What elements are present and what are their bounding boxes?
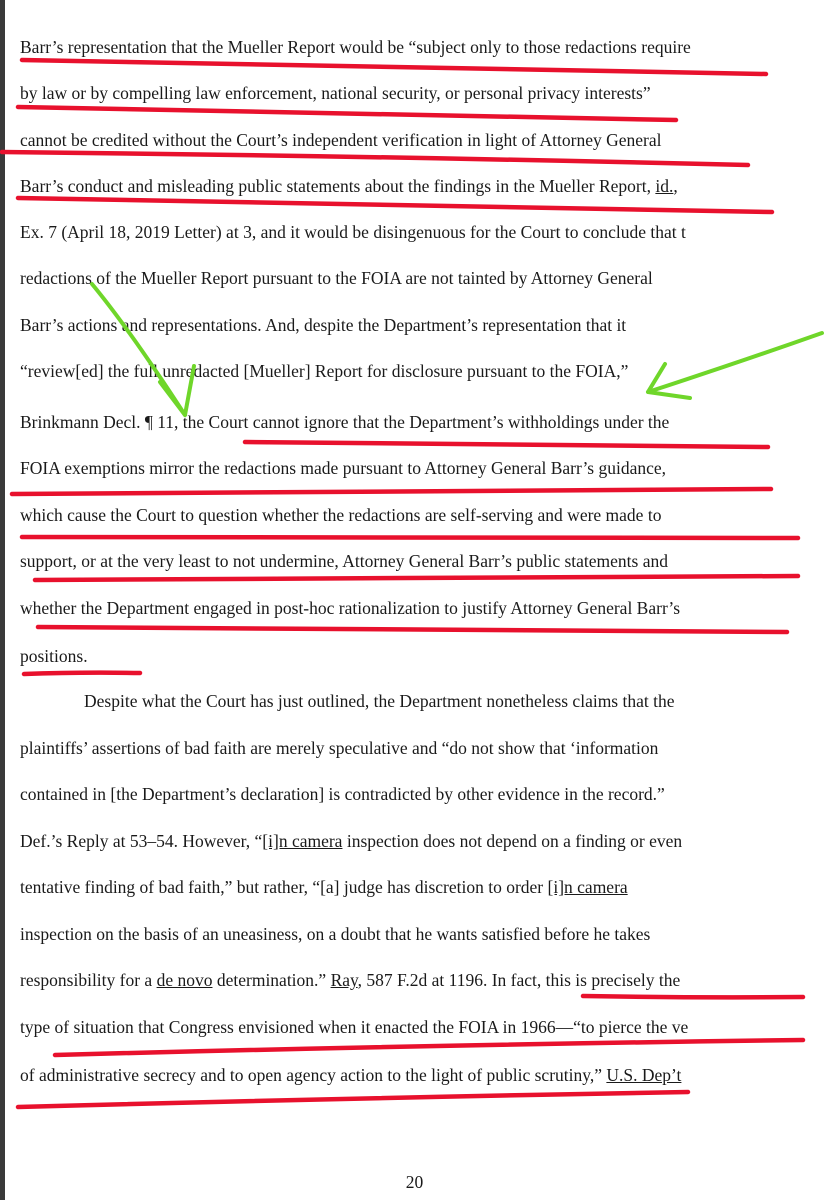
text-line-4 bbox=[20, 175, 829, 197]
text-run: redactions of the Mueller Report pursuant to the FOIA are not tainted by Attorney General bbox=[20, 268, 653, 288]
text-line-20 bbox=[20, 923, 829, 945]
text-line-22 bbox=[20, 1016, 829, 1038]
case-citation-usdept: U.S. Dep’t bbox=[606, 1065, 682, 1085]
text-run: support, or at the very least to not undermine, Attorney General Barr’s public statements and bbox=[20, 551, 668, 571]
text-run: cannot be credited without the Court’s independent verification in light of Attorney General bbox=[20, 130, 662, 150]
text-run: Def.’s Reply at 53–54. However, “ bbox=[20, 831, 263, 851]
text-run: Despite what the Court has just outlined, the Department nonetheless claims that the bbox=[84, 691, 675, 711]
text-line-7 bbox=[20, 314, 829, 336]
text-run: of administrative secrecy and to open agency action to the light of public scrutiny,” bbox=[20, 1065, 607, 1085]
text-run: by law or by compelling law enforcement, national security, or personal privacy interests” bbox=[20, 83, 651, 103]
text-line-11 bbox=[20, 504, 829, 526]
text-run: Brinkmann Decl. ¶ 11, the Court cannot ignore that the Department’s withholdings under the bbox=[20, 412, 670, 432]
text-run: responsibility for a bbox=[20, 970, 157, 990]
text-run: Ex. 7 (April 18, 2019 Letter) at 3, and it would be disingenuous for the Court to conclude that t bbox=[20, 222, 686, 242]
text-run: tentative finding of bad faith,” but rather, “[a] judge has discretion to order bbox=[20, 877, 548, 897]
text-run: plaintiffs’ assertions of bad faith are merely speculative and “do not show that ‘information bbox=[20, 738, 659, 758]
text-line-23 bbox=[20, 1064, 829, 1086]
text-run: which cause the Court to question whether the redactions are self-serving and were made to bbox=[20, 505, 662, 525]
text-run: “review[ed] the full unredacted [Mueller] Report for disclosure pursuant to the FOIA,” bbox=[20, 361, 629, 381]
text-line-19 bbox=[20, 876, 829, 898]
text-line-10 bbox=[20, 457, 829, 479]
text-run: Barr’s actions and representations. And, despite the Department’s representation that it bbox=[20, 315, 627, 335]
text-line-2 bbox=[20, 82, 829, 104]
text-line-13 bbox=[20, 597, 829, 619]
text-run: whether the Department engaged in post-hoc rationalization to justify Attorney General Barr’s bbox=[20, 598, 681, 618]
text-line-21 bbox=[20, 969, 829, 991]
text-run: , bbox=[673, 176, 678, 196]
text-line-8 bbox=[20, 360, 829, 382]
text-run: inspection on the basis of an uneasiness, on a doubt that he wants satisfied before he takes bbox=[20, 924, 651, 944]
page-number: 20 bbox=[405, 1172, 424, 1192]
text-run: contained in [the Department’s declaration] is contradicted by other evidence in the record.” bbox=[20, 784, 665, 804]
text-line-15 bbox=[84, 690, 829, 712]
text-run: positions. bbox=[20, 646, 88, 666]
case-citation-ray: Ray bbox=[330, 970, 358, 990]
text-line-14 bbox=[20, 645, 829, 667]
text-line-3 bbox=[20, 129, 829, 151]
text-run: Barr’s conduct and misleading public statements about the findings in the Mueller Report, bbox=[20, 176, 656, 196]
text-line-18 bbox=[20, 830, 829, 852]
text-line-12 bbox=[20, 550, 829, 572]
text-run: , 587 F.2d at 1196. In fact, this is precisely the bbox=[357, 970, 681, 990]
text-line-17 bbox=[20, 783, 829, 805]
de-novo-term: de novo bbox=[156, 970, 213, 990]
text-line-6 bbox=[20, 267, 829, 289]
in-camera-term: [i]n camera bbox=[547, 877, 628, 897]
citation-id-link: id. bbox=[655, 176, 674, 196]
text-run: Barr’s representation that the Mueller Report would be “subject only to those redactions require bbox=[20, 37, 691, 57]
text-run: FOIA exemptions mirror the redactions made pursuant to Attorney General Barr’s guidance, bbox=[20, 458, 667, 478]
text-line-16 bbox=[20, 737, 829, 759]
text-line-9 bbox=[20, 411, 829, 433]
text-run: determination.” bbox=[212, 970, 331, 990]
text-line-5 bbox=[20, 221, 829, 243]
text-run: inspection does not depend on a finding or even bbox=[342, 831, 683, 851]
text-line-1 bbox=[20, 36, 829, 58]
in-camera-term: [i]n camera bbox=[262, 831, 343, 851]
text-run: type of situation that Congress envisioned when it enacted the FOIA in 1966—“to pierce the ve bbox=[20, 1017, 689, 1037]
